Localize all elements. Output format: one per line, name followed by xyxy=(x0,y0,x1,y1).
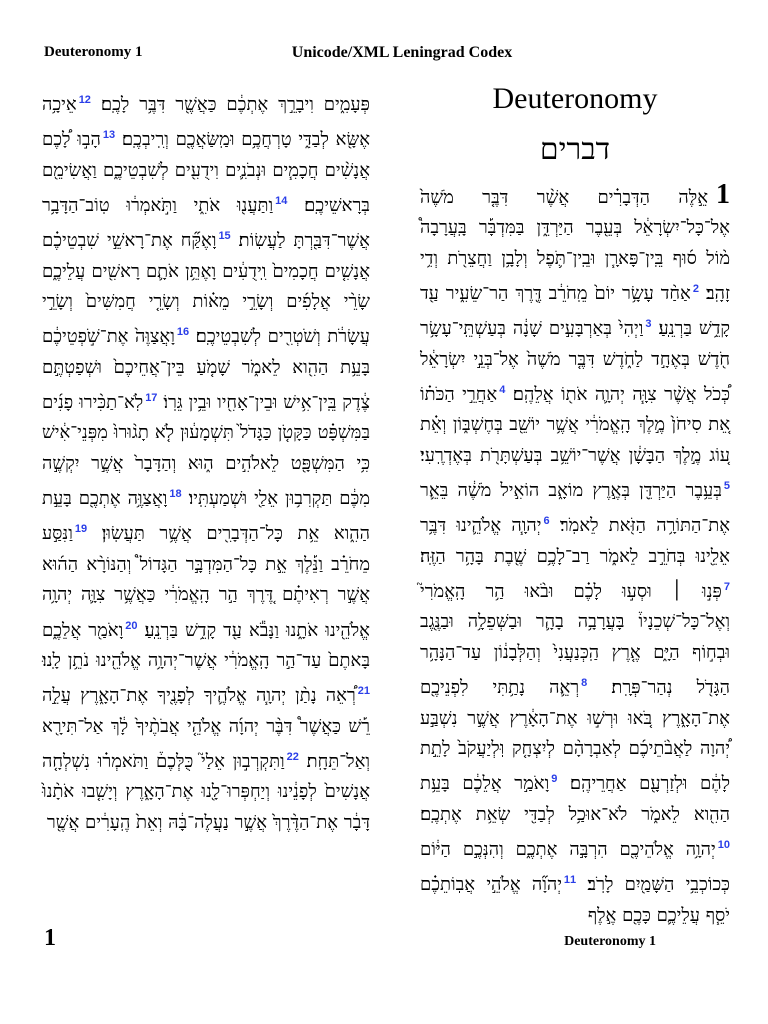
verse-number: 22 xyxy=(286,750,299,763)
header-source-title: Unicode/XML Leningrad Codex xyxy=(291,44,513,61)
verse-text: אַחֲרֵ֣י הַכֹּת֗וֹ אֵ֚ת סִיחֹן֙ מֶ֣לֶךְ הָֽאֱמֹרִ֔י אֲשֶׁ֥ר יוֹשֵׁ֖ב בְּחֶשְׁבּ֑וֹן וְאֵ֗ת ע֚וֹג מֶ֣לֶךְ הַבָּשָׁ֔ן אֲשֶׁר־יוֹשֵׁ֥ב בְּעַשְׁתָּרֹ֖ת בְּאֶדְרֶֽעִי׃ xyxy=(420,384,730,466)
verse-number: 19 xyxy=(74,523,88,536)
verse-text: יְהוָ֥ה אֱלֹהֵיכֶ֖ם הִרְבָּ֣ה אֶתְכֶ֑ם וְהִנְּכֶ֣ם הַיּ֔וֹם כְּכוֹכְבֵ֥י הַשָּׁמַ֖יִם לָרֹֽב׃ xyxy=(420,838,730,896)
footer-running-title: Deuteronomy 1 xyxy=(564,934,656,949)
book-title-english: Deuteronomy xyxy=(492,82,658,115)
verse-text: פְּעָמִ֑ים וִיבָרֵ֣ךְ אֶתְכֶ֔ם כַּאֲשֶׁ֖ר דִּבֶּ֥ר לָכֶֽם׃ xyxy=(100,94,370,115)
verse-text: וָאֲצַוֶּ֥ה אֶתְכֶ֖ם בָּעֵ֣ת הַהִ֑וא אֵ֥ת כָּל־הַדְּבָרִ֖ים אֲשֶׁ֥ר תַּעֲשֽׂוּן׃ xyxy=(42,488,370,545)
verse-text: הָב֣וּ לָ֠כֶם אֲנָשִׁ֨ים חֲכָמִ֧ים וּנְבֹנִ֛ים וִידֻעִ֖ים לְשִׁבְטֵיכֶ֑ם וַאֲשִׂימֵ֖ם בְּרָאשֵׁיכֶֽם׃ xyxy=(42,129,370,217)
verse-number: 5 xyxy=(723,480,730,493)
verse-number: 21 xyxy=(357,685,370,698)
verse-text: בְּעֵ֥בֶר הַיַּרְדֵּ֖ן בְּאֶ֣רֶץ מוֹאָ֑ב הוֹאִ֣יל מֹשֶׁ֔ה בֵּאֵ֛ר אֶת־הַתּוֹרָ֥ה הַזֹּ֖את לֵאמֹֽר׃ xyxy=(420,480,730,537)
verse-text: וָאֹמַ֣ר אֲלֵכֶ֔ם בָּעֵ֥ת הַהִ֖וא לֵאמֹ֑ר לֹא־אוּכַ֥ל לְבַדִּ֖י שְׂאֵ֥ת אֶתְכֶֽם׃ xyxy=(420,773,730,825)
verse-text: פְּנ֣וּ ׀ וּסְע֣וּ לָכֶ֗ם וּבֹ֨אוּ הַ֥ר הָֽאֱמֹרִי֮ וְאֶל־כָּל־שְׁכֵנָיו֒ בָּעֲרָבָ֥ה בָהָ֛ר וּבַשְּׁפֵלָ֥ה וּבַנֶּ֖גֶב וּבְח֣וֹף הַיָּ֑ם אֶ֤רֶץ הַֽכְּנַעֲנִי֙ וְהַלְּבָנ֔וֹן עַד־הַנָּהָ֥ר הַגָּדֹ֖ל נְהַר־פְּרָֽת׃ xyxy=(420,581,730,699)
verse-number: 8 xyxy=(581,677,588,690)
verse-number: 11 xyxy=(563,874,577,887)
verse-text: יְהוָ֧ה אֱלֹהֵ֛ינוּ דִּבֶּ֥ר אֵלֵ֖ינוּ בְּחֹרֵ֣ב לֵאמֹ֑ר רַב־לָכֶ֥ם שֶׁ֖בֶת בָּהָ֥ר הַזֶּֽה׃ xyxy=(420,515,730,567)
page-number: 1 xyxy=(44,925,56,951)
verse-text: רְ֠אֵה נָתַ֨ן יְהוָ֧ה אֱלֹהֶ֛יךָ לְפָנֶ֖יךָ אֶת־הָאָ֑רֶץ עֲלֵ֣ה רֵ֡שׁ כַּאֲשֶׁר֩ דִּבֶּ֨ר יְהוָ֜ה אֱלֹהֵ֤י אֲבֹתֶ֨יךָ֙ לָ֔ךְ אַל־תִּירָ֖א וְאַל־תֵּחָֽת׃ xyxy=(42,685,370,772)
book-title-hebrew: דברים xyxy=(539,132,611,167)
verse-text: וָאֲצַוֶּה֙ אֶת־שֹׁ֣פְטֵיכֶ֔ם בָּעֵ֥ת הַהִ֖וא לֵאמֹ֑ר שָׁמֹ֤עַ בֵּין־אֲחֵיכֶם֙ וּשְׁפַטְתֶּ֣ם צֶ֔דֶק בֵּֽין־אִ֥ישׁ וּבֵין־אָחִ֖יו וּבֵ֥ין גֵּרֽוֹ׃ xyxy=(42,326,371,414)
verse-text: וָאֹמַ֖ר אֲלֵכֶ֑ם בָּאתֶם֙ עַד־הַ֣ר הָֽאֱמֹרִ֔י אֲשֶׁר־יְהוָ֥ה אֱלֹהֵ֖ינוּ נֹתֵ֥ן לָֽנוּ׃ xyxy=(42,619,370,671)
verse-number: 17 xyxy=(145,392,158,405)
verse-number: 6 xyxy=(543,515,550,528)
verse-number: 9 xyxy=(551,773,558,786)
verse-number: 13 xyxy=(102,129,116,142)
verse-number: 16 xyxy=(176,326,190,339)
verse-text: אֵ֣לֶּה הַדְּבָרִ֗ים אֲשֶׁ֨ר דִּבֶּ֤ר מֹשֶׁה֙ אֶל־כָּל־יִשְׂרָאֵ֔ל בְּעֵ֖בֶר הַיַּרְדֵּ֑ן בַּמִּדְבָּ֡ר בָּֽעֲרָבָה֩ מ֨וֹל ס֜וּף בֵּֽין־פָּארָ֧ן וּבֵֽין־תֹּ֛פֶל וְלָבָ֥ן וַחֲצֵרֹ֖ת וְדִ֥י זָהָֽב׃ xyxy=(420,187,730,305)
header-book-label: Deuteronomy 1 xyxy=(44,44,143,60)
verse-text: אֵיכָ֥ה אֶשָּׂ֖א לְבַדִּ֑י טָרְחֲכֶ֥ם וּמַֽשַּׂאֲכֶ֖ם וְרִֽיבְכֶֽם׃ xyxy=(42,94,370,151)
verse-number: 3 xyxy=(645,318,652,331)
verse-text: לֹֽא־תַכִּ֨ירוּ פָנִ֜ים בַּמִּשְׁפָּ֗ט כַּקָּטֹ֤ן כַּגָּדֹל֙ תִּשְׁמָע֔וּן לֹ֤א תָג֨וּרוּ֙ מִפְּנֵי־אִ֔ישׁ כִּ֥י הַמִּשְׁפָּ֖ט לֵאלֹהִ֣ים ה֑וּא וְהַדָּבָר֙ אֲשֶׁ֣ר יִקְשֶׁ֣ה מִכֶּ֔ם תַּקְרִב֥וּן אֵלַ֖י וּשְׁמַעְתִּֽיו׃ xyxy=(42,392,371,510)
verse-number: 12 xyxy=(78,94,91,106)
verse-text: וָאֶקַּ֞ח אֶת־רָאשֵׁ֣י שִׁבְטֵיכֶ֗ם אֲנָשִׁ֤ים חֲכָמִים֙ וִֽידֻעִ֔ים וָאֶתֵּ֥ן אֹתָ֛ם רָאשִׁ֖ים עֲלֵיכֶ֑ם שָׂרֵ֨י אֲלָפִ֜ים וְשָׂרֵ֣י מֵא֗וֹת וְשָׂרֵ֤י חֲמִשִּׁים֙ וְשָׂרֵ֣י עֲשָׂרֹ֔ת וְשֹׁטְרִ֖ים לְשִׁבְטֵיכֶֽם׃ xyxy=(42,230,370,348)
verse-text: וַיְהִי֙ בְּאַרְבָּעִ֣ים שָׁנָ֔ה בְּעַשְׁתֵּֽי־עָשָׂ֥ר חֹ֖דֶשׁ בְּאֶחָ֣ד לַחֹ֑דֶשׁ דִּבֶּ֤ר מֹשֶׁה֙ אֶל־בְּנֵ֣י יִשְׂרָאֵ֔ל כְּ֠כֹל אֲשֶׁ֨ר צִוָּ֧ה יְהוָ֛ה אֹת֖וֹ אֲלֵהֶֽם׃ xyxy=(420,318,730,406)
verse-number: 18 xyxy=(169,488,182,501)
verse-number: 10 xyxy=(717,838,730,851)
verse-number: 14 xyxy=(275,195,288,208)
verse-number: 7 xyxy=(723,581,730,594)
verse-number: 4 xyxy=(499,384,506,397)
verse-number: 15 xyxy=(218,230,231,243)
verse-number: 20 xyxy=(125,619,138,632)
verse-text: יְהוָ֞ה אֱלֹהֵ֣י אֲבֽוֹתֵכֶ֗ם יֹסֵ֧ף עֲלֵיכֶ֛ם כָּכֶ֖ם אֶ֣לֶף xyxy=(420,874,730,926)
verse-text: וַתַּעֲנ֖וּ אֹתִ֑י וַתֹּ֣אמְר֔וּ טֽוֹב־הַדָּבָ֥ר אֲשֶׁר־דִּבַּ֖רְתָּ לַעֲשֽׂוֹת׃ xyxy=(42,195,370,252)
verse-text: אַחַ֨ד עָשָׂ֥ר יוֹם֙ מֵֽחֹרֵ֔ב דֶּ֖רֶךְ הַר־שֵׂעִ֑יר עַ֖ד קָדֵ֥שׁ בַּרְנֵֽעַ׃ xyxy=(420,283,730,340)
page-header xyxy=(44,44,724,70)
verse-number: 2 xyxy=(692,283,699,296)
text-column-left xyxy=(42,85,370,838)
verse-text: רְאֵ֛ה נָתַ֥תִּי לִפְנֵיכֶ֖ם אֶת־הָאָ֑רֶץ בֹּ֚אוּ וּרְשׁ֣וּ אֶת־הָאָ֔רֶץ אֲשֶׁ֣ר נִשְׁבַּ֣ע יְ֠הוָה לַאֲבֹ֨תֵיכֶ֜ם לְאַבְרָהָ֨ם לְיִצְחָ֤ק וּֽלְיַעֲקֹב֙ לָתֵ֣ת לָהֶ֔ם וּלְזַרְעָ֖ם אַחֲרֵיהֶֽם׃ xyxy=(420,677,730,795)
text-column-right xyxy=(420,180,730,931)
verse-text: וַנִּסַּ֣ע מֵחֹרֵ֗ב וַנֵּ֡לֶךְ אֵ֣ת כָּל־הַמִּדְבָּ֣ר הַגָּדוֹל֩ וְהַנּוֹרָ֨א הַה֜וּא אֲשֶׁ֣ר רְאִיתֶ֗ם דֶּ֚רֶךְ הַ֣ר הָֽאֱמֹרִ֔י כַּאֲשֶׁ֥ר צִוָּ֛ה יְהוָ֥ה אֱלֹהֵ֖ינוּ אֹתָ֑נוּ וַנָּבֹ֕א עַ֖ד קָדֵ֥שׁ בַּרְנֵֽעַ׃ xyxy=(42,523,370,641)
verse-text: וַתִּקְרְב֣וּן אֵלַי֮ כֻּלְּכֶם֒ וַתֹּאמְר֗וּ נִשְׁלְחָ֤ה אֲנָשִׁים֙ לְפָנֵ֔ינוּ וְיַחְפְּרוּ־לָ֖נוּ אֶת־הָאָ֑רֶץ וְיָשִׁ֤בוּ אֹתָ֨נוּ֙ דָּבָ֔ר אֶת־הַדֶּ֨רֶךְ֙ אֲשֶׁ֣ר נַעֲלֶה־בָּ֔הּ וְאֵת֙ הֶֽעָרִ֔ים אֲשֶׁ֖ר xyxy=(42,750,370,833)
chapter-number: 1 xyxy=(716,179,730,210)
